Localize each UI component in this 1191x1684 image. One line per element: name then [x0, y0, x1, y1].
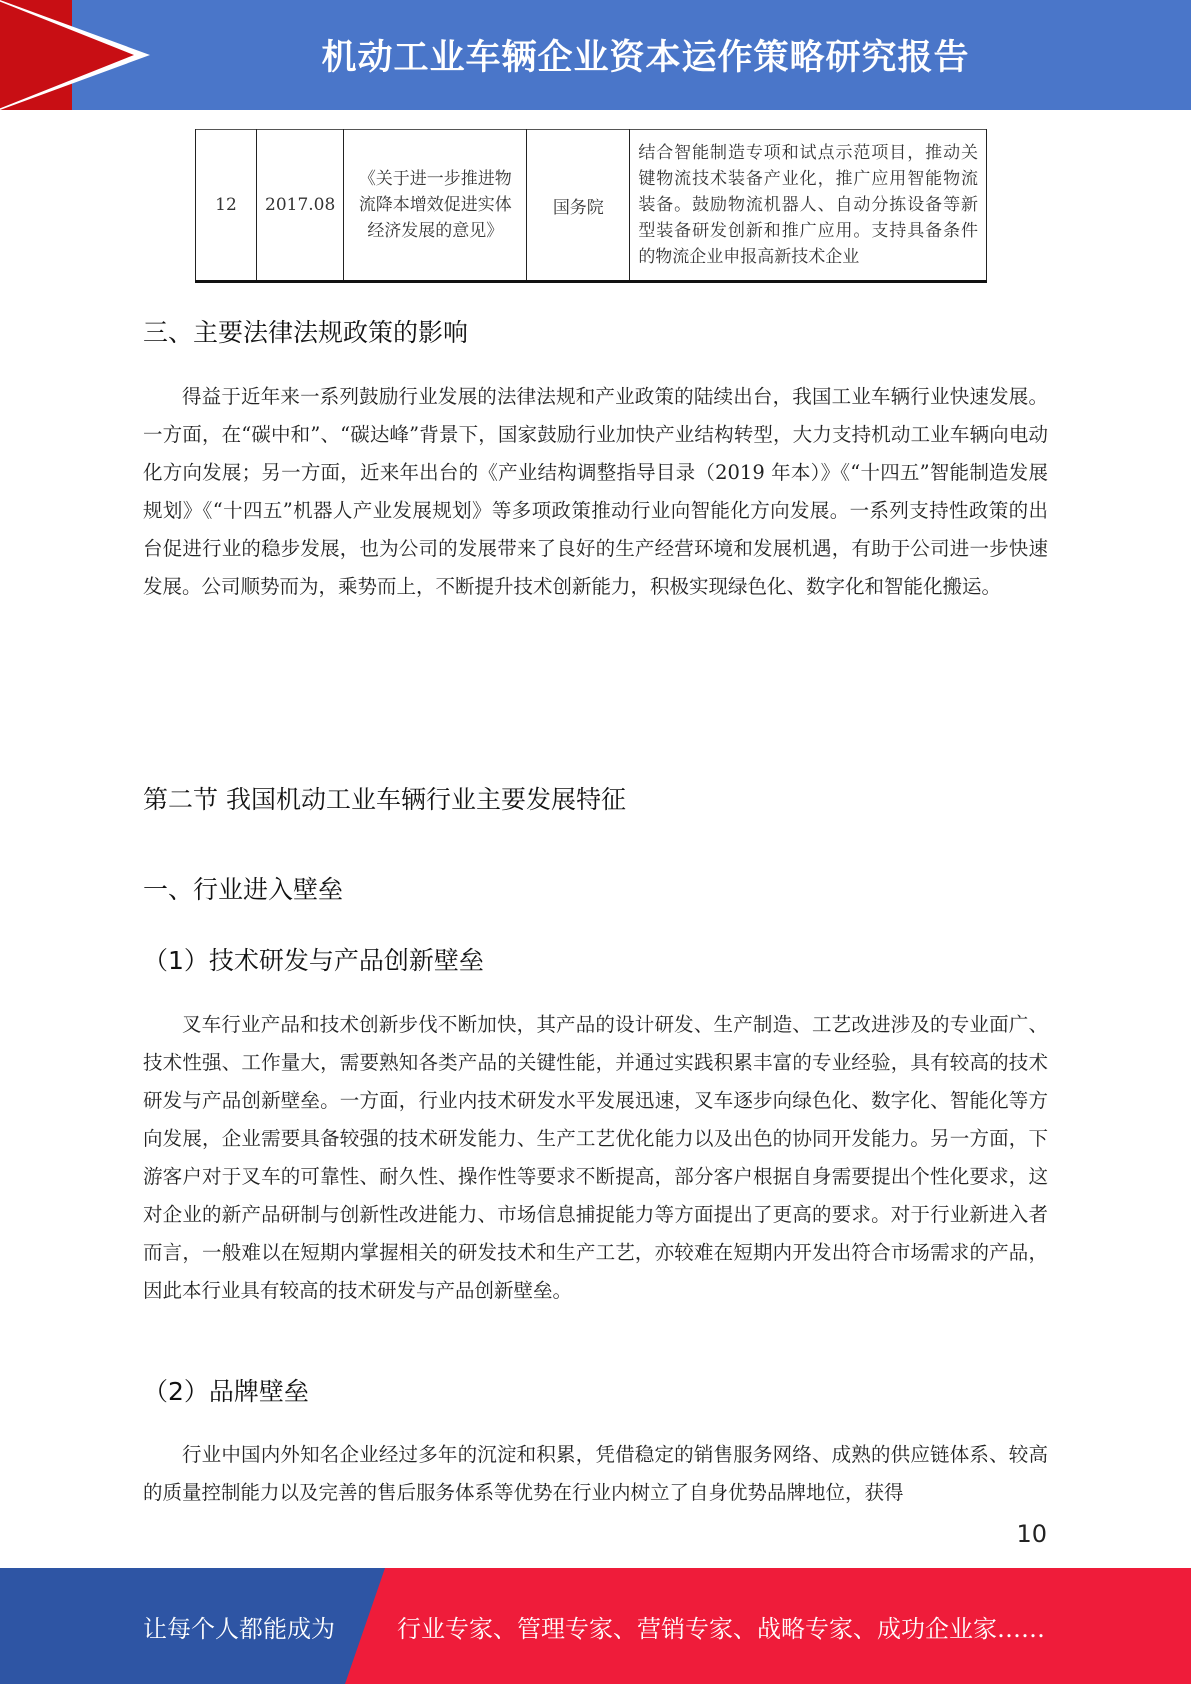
page-footer — [0, 1568, 1191, 1684]
brand-barrier-paragraph: 行业中国内外知名企业经过多年的沉淀和积累，凭借稳定的销售服务网络、成熟的供应链体系、较高的质量控制能力以及完善的售后服务体系等优势在行业内树立了自身优势品牌地位，获得 — [143, 1443, 1048, 1504]
subheading-tech-barrier: （1）技术研发与产品创新壁垒 — [143, 946, 484, 975]
footer-slogan-right: 行业专家、管理专家、营销专家、战略专家、成功企业家…… — [397, 1614, 1045, 1643]
policy-table — [195, 129, 987, 283]
page-header — [0, 0, 1191, 110]
table-row — [196, 130, 987, 282]
chapter-section-heading: 第二节 我国机动工业车辆行业主要发展特征 — [143, 785, 626, 814]
table-cell-agency: 国务院 — [527, 130, 630, 282]
section-heading-policy-impact: 三、主要法律法规政策的影响 — [143, 318, 469, 347]
table-cell-title: 《关于进一步推进物流降本增效促进实体经济发展的意见》 — [344, 130, 527, 282]
section-heading-entry-barriers: 一、行业进入壁垒 — [143, 875, 344, 904]
table-cell-date: 2017.08 — [257, 130, 344, 282]
tech-barrier-paragraph: 叉车行业产品和技术创新步伐不断加快，其产品的设计研发、生产制造、工艺改进涉及的专业面广、技术性强、工作量大，需要熟知各类产品的关键性能，并通过实践积累丰富的专业经验，具有较高的技术研发与产品创新壁垒。一方面，行业内技术研发水平发展迅速，叉车逐步向绿色化、数字化、智能化等方向发展，企业需要具备较强的技术研发能力、生产工艺优化能力以及出色的协同开发能力。另一方面，下游客户对于叉车的可靠性、耐久性、操作性等要求不断提高，部分客户根据自身需要提出个性化要求，这对企业的新产品研制与创新性改进能力、市场信息捕捉能力等方面提出了更高的要求。对于行业新进入者而言，一般难以在短期内掌握相关的研发技术和生产工艺，亦较难在短期内开发出符合市场需求的产品，因此本行业具有较高的技术研发与产品创新壁垒。 — [143, 1013, 1048, 1302]
table-cell-content: 结合智能制造专项和试点示范项目，推动关键物流技术装备产业化，推广应用智能物流装备。鼓励物流机器人、自动分拣设备等新型装备研发创新和推广应用。支持具备条件的物流企业申报高新技术企业 — [630, 130, 987, 282]
table-cell-no: 12 — [196, 130, 257, 282]
footer-slogan-left: 让每个人都能成为 — [143, 1614, 335, 1643]
report-title: 机动工业车辆企业资本运作策略研究报告 — [321, 38, 970, 78]
header-arrow-icon — [0, 0, 134, 110]
subheading-brand-barrier: （2）品牌壁垒 — [143, 1377, 309, 1406]
policy-impact-paragraph: 得益于近年来一系列鼓励行业发展的法律法规和产业政策的陆续出台，我国工业车辆行业快速发展。一方面，在“碳中和”、“碳达峰”背景下，国家鼓励行业加快产业结构转型，大力支持机动工业车辆向电动化方向发展；另一方面，近来年出台的《产业结构调整指导目录（2019 年本）》《“十四五”智能制造发展规划》《“十四五”机器人产业发展规划》等多项政策推动行业向智能化方向发展。一系列支持性政策的出台促进行业的稳步发展，也为公司的发展带来了良好的生产经营环境和发展机遇，有助于公司进一步快速发展。公司顺势而为，乘势而上，不断提升技术创新能力，积极实现绿色化、数字化和智能化搬运。 — [143, 385, 1048, 598]
page-number: 10 — [1016, 1520, 1047, 1548]
